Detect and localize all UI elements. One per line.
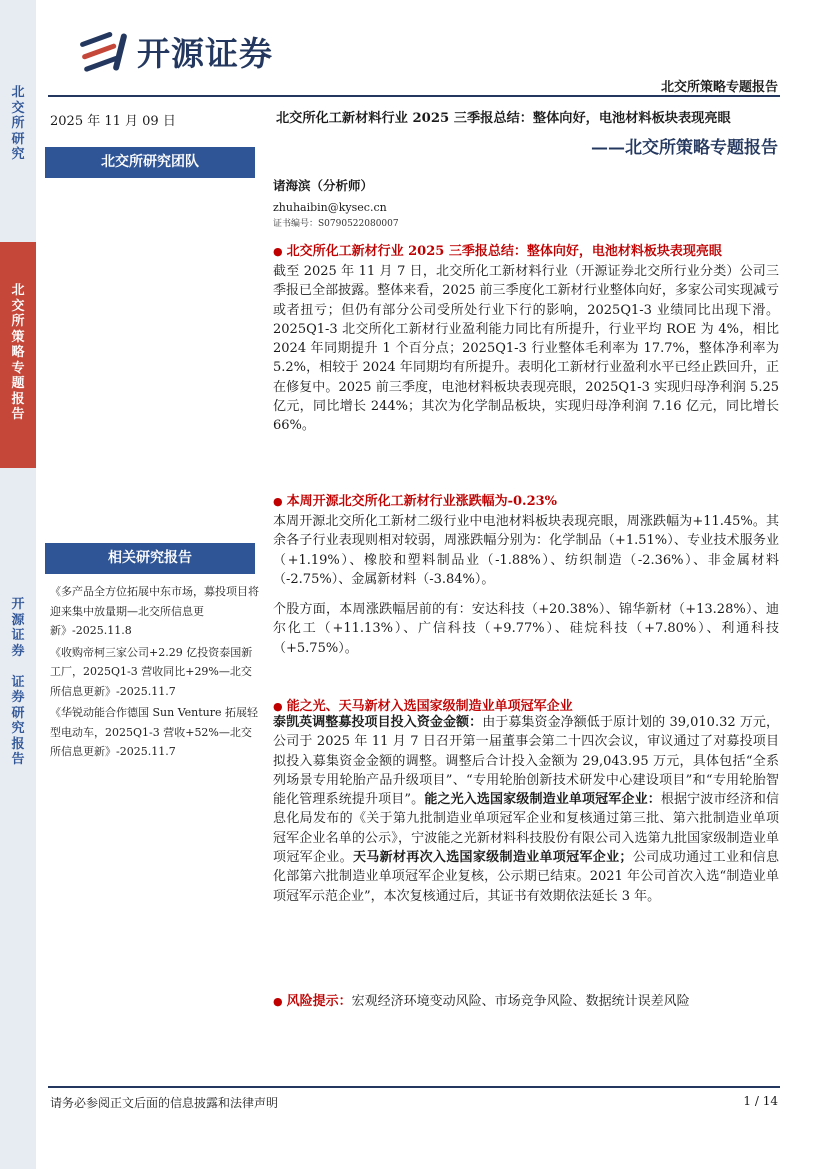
strip-char: 开	[11, 597, 25, 612]
bullet-icon: ●	[273, 700, 283, 713]
footer-divider	[48, 1086, 780, 1088]
section-body-2b: 个股方面，本周涨跌幅居前的有：安达科技（+20.38%）、锦华新材（+13.28%）、迪尔化工（+11.13%）、广信科技（+9.77%）、硅烷科技（+7.80%）、利通科技（+5.75%）。	[273, 602, 779, 656]
news-lead-3: 天马新材再次入选国家级制造业单项冠军企业；	[352, 850, 633, 866]
news-text-1: 由于募集资金净额低于原计划的 39,010.32 万元，公司于 2025 年 11 月 7 日召开第一届董事会第二十四次会议，审议通过了对募投项目拟投入募集资金金额的调整。调整后合计投入金额为 29,043.95 万元，具体包括“全系列场景专用轮胎产品升级项目”、“专用轮胎创新技术研发中心建设项目”和“专用轮胎智能化管理系统提升项目”。	[273, 715, 779, 808]
analyst-info	[273, 177, 399, 231]
strip-char: 所	[11, 116, 25, 131]
risk-text: 宏观经济环境变动风险、市场竞争风险、数据统计误差风险	[351, 994, 690, 1009]
risk-label: 风险提示：	[286, 994, 352, 1009]
strip-char: 究	[11, 721, 25, 736]
report-title: 北交所化工新材料行业 2025 三季报总结：整体向好，电池材料板块表现亮眼	[276, 111, 731, 126]
section-heading-3	[273, 695, 573, 714]
news-lead-1: 泰凯英调整募投项目投入资金金额：	[273, 715, 483, 730]
header-divider	[48, 95, 780, 97]
strip-char: 证	[11, 674, 25, 690]
news-text-2: 根据宁波市经济和信息化局发布的《关于第九批制造业单项冠军企业和复核通过第三批、第六批制造业单项冠军企业名单的公示》，宁波能之光新材料科技股份有限公司入选第九批国家级制造业单项冠军企业。	[273, 792, 779, 866]
strip-char: 券	[11, 643, 25, 659]
related-reports-list	[50, 582, 260, 764]
strip-char: 报	[11, 391, 25, 407]
section-heading-text: 北交所化工新材行业 2025 三季报总结：整体向好，电池材料板块表现亮眼	[286, 244, 722, 259]
research-team-banner: 北交所研究团队	[45, 147, 255, 178]
side-strip	[0, 0, 36, 1169]
related-report-item[interactable]: 《收购帝柯三家公司+2.29 亿投资泰国新工厂，2025Q1-3 营收同比+29%—北交所信息更新》-2025.11.7	[50, 645, 253, 698]
strip-char: 究	[11, 147, 25, 162]
strip-char: 研	[11, 131, 25, 147]
analyst-email[interactable]: zhuhaibin@kysec.cn	[273, 201, 387, 214]
strip-char: 专	[11, 360, 25, 376]
report-type-tag: 北交所策略专题报告	[660, 80, 778, 95]
strip-char: 告	[11, 752, 25, 767]
risk-notice	[273, 990, 690, 1009]
bullet-icon: ●	[273, 995, 283, 1008]
logo-mark-icon	[77, 31, 129, 73]
related-reports-banner: 相关研究报告	[45, 543, 255, 574]
bullet-icon: ●	[273, 495, 283, 508]
strip-char: 告	[11, 407, 25, 422]
strip-char: 源	[11, 612, 25, 628]
strip-char: 题	[11, 376, 25, 391]
section-heading-text: 本周开源北交所化工新材行业涨跌幅为-0.23%	[286, 494, 558, 509]
analyst-name: 诸海滨（分析师）	[273, 178, 374, 193]
strip-char	[0, 659, 36, 675]
section-body-3	[273, 713, 779, 906]
strip-char: 研	[11, 705, 25, 721]
section-heading-1	[273, 240, 722, 259]
strip-char: 策	[11, 329, 25, 345]
strip-label-top	[0, 85, 36, 163]
related-report-item[interactable]: 《华锐动能合作德国 Sun Venture 拓展轻型电动车，2025Q1-3 营收+52%—北交所信息更新》-2025.11.7	[50, 706, 258, 758]
strip-char: 略	[11, 345, 25, 360]
company-logo	[77, 28, 273, 75]
section-heading-2	[273, 490, 557, 509]
report-date: 2025 年 11 月 09 日	[50, 114, 176, 129]
related-report-item[interactable]: 《多产品全方位拓展中东市场，募投项目将迎来集中放量期—北交所信息更新》-2025.11.8	[50, 585, 259, 637]
strip-char: 北	[11, 283, 25, 298]
strip-label-middle	[0, 283, 36, 423]
section-heading-text: 能之光、天马新材入选国家级制造业单项冠军企业	[286, 699, 573, 714]
section-body-1: 截至 2025 年 11 月 7 日，北交所化工新材料行业（开源证券北交所行业分类）公司三季报已全部披露。整体来看，2025 前三季度化工新材行业整体向好，多家公司实现减亏或者扭亏；但仍有部分公司受所处行业下行的影响，2025Q1-3 业绩同比出现下滑。2025Q1-3 北交所化工新材行业盈利能力同比有所提升，行业平均 ROE 为 4%，相比 2024 年同期提升 1 个百分点；2025Q1-3 行业整体毛利率为 17.7%，整体净利率为 5.2%，相较于 2024 年同期均有所提升。表明化工新材行业盈利水平已经止跌回升，正在修复中。2025 前三季度，电池材料板块表现亮眼，2025Q1-3 实现归母净利润 5.25 亿元，同比增长 244%；其次为化学制品板块，实现归母净利润 7.16 亿元，同比增长 66%。	[273, 264, 779, 434]
strip-char: 券	[11, 690, 25, 705]
bullet-icon: ●	[273, 245, 283, 258]
strip-char: 所	[11, 314, 25, 329]
section-body-2a: 本周开源北交所化工新材二级行业中电池材料板块表现亮眼，周涨跌幅为+11.45%。其余各子行业表现则相对较弱，周涨跌幅分别为：化学制品（+1.51%）、专业技术服务业（+1.19%）、橡胶和塑料制品业（-1.88%）、纺织制造（-2.36%）、非金属材料（-2.75%）、金属新材料（-3.84%）。	[273, 514, 779, 587]
strip-char: 交	[11, 100, 25, 116]
analyst-certificate: 证书编号：S0790522080007	[273, 219, 399, 229]
strip-char: 交	[11, 298, 25, 314]
logo-text: 开源证券	[137, 34, 273, 73]
strip-char: 北	[11, 85, 25, 100]
news-text-3: 公司成功通过工业和信息化部第六批制造业单项冠军企业复核，公示期已结束。2021 年公司首次入选“制造业单项冠军示范企业”，本次复核通过后，其证书有效期依法延长 3 年。	[273, 850, 779, 904]
page-number: 1 / 14	[743, 1094, 778, 1108]
news-lead-2: 能之光入选国家级制造业单项冠军企业：	[424, 792, 661, 808]
strip-label-bottom	[0, 597, 36, 768]
footer-disclaimer: 请务必参阅正文后面的信息披露和法律声明	[50, 1096, 279, 1110]
strip-bottom-segment	[0, 470, 36, 1169]
strip-char: 报	[11, 736, 25, 752]
strip-char: 证	[11, 628, 25, 643]
report-subtitle: ——北交所策略专题报告	[591, 138, 778, 158]
